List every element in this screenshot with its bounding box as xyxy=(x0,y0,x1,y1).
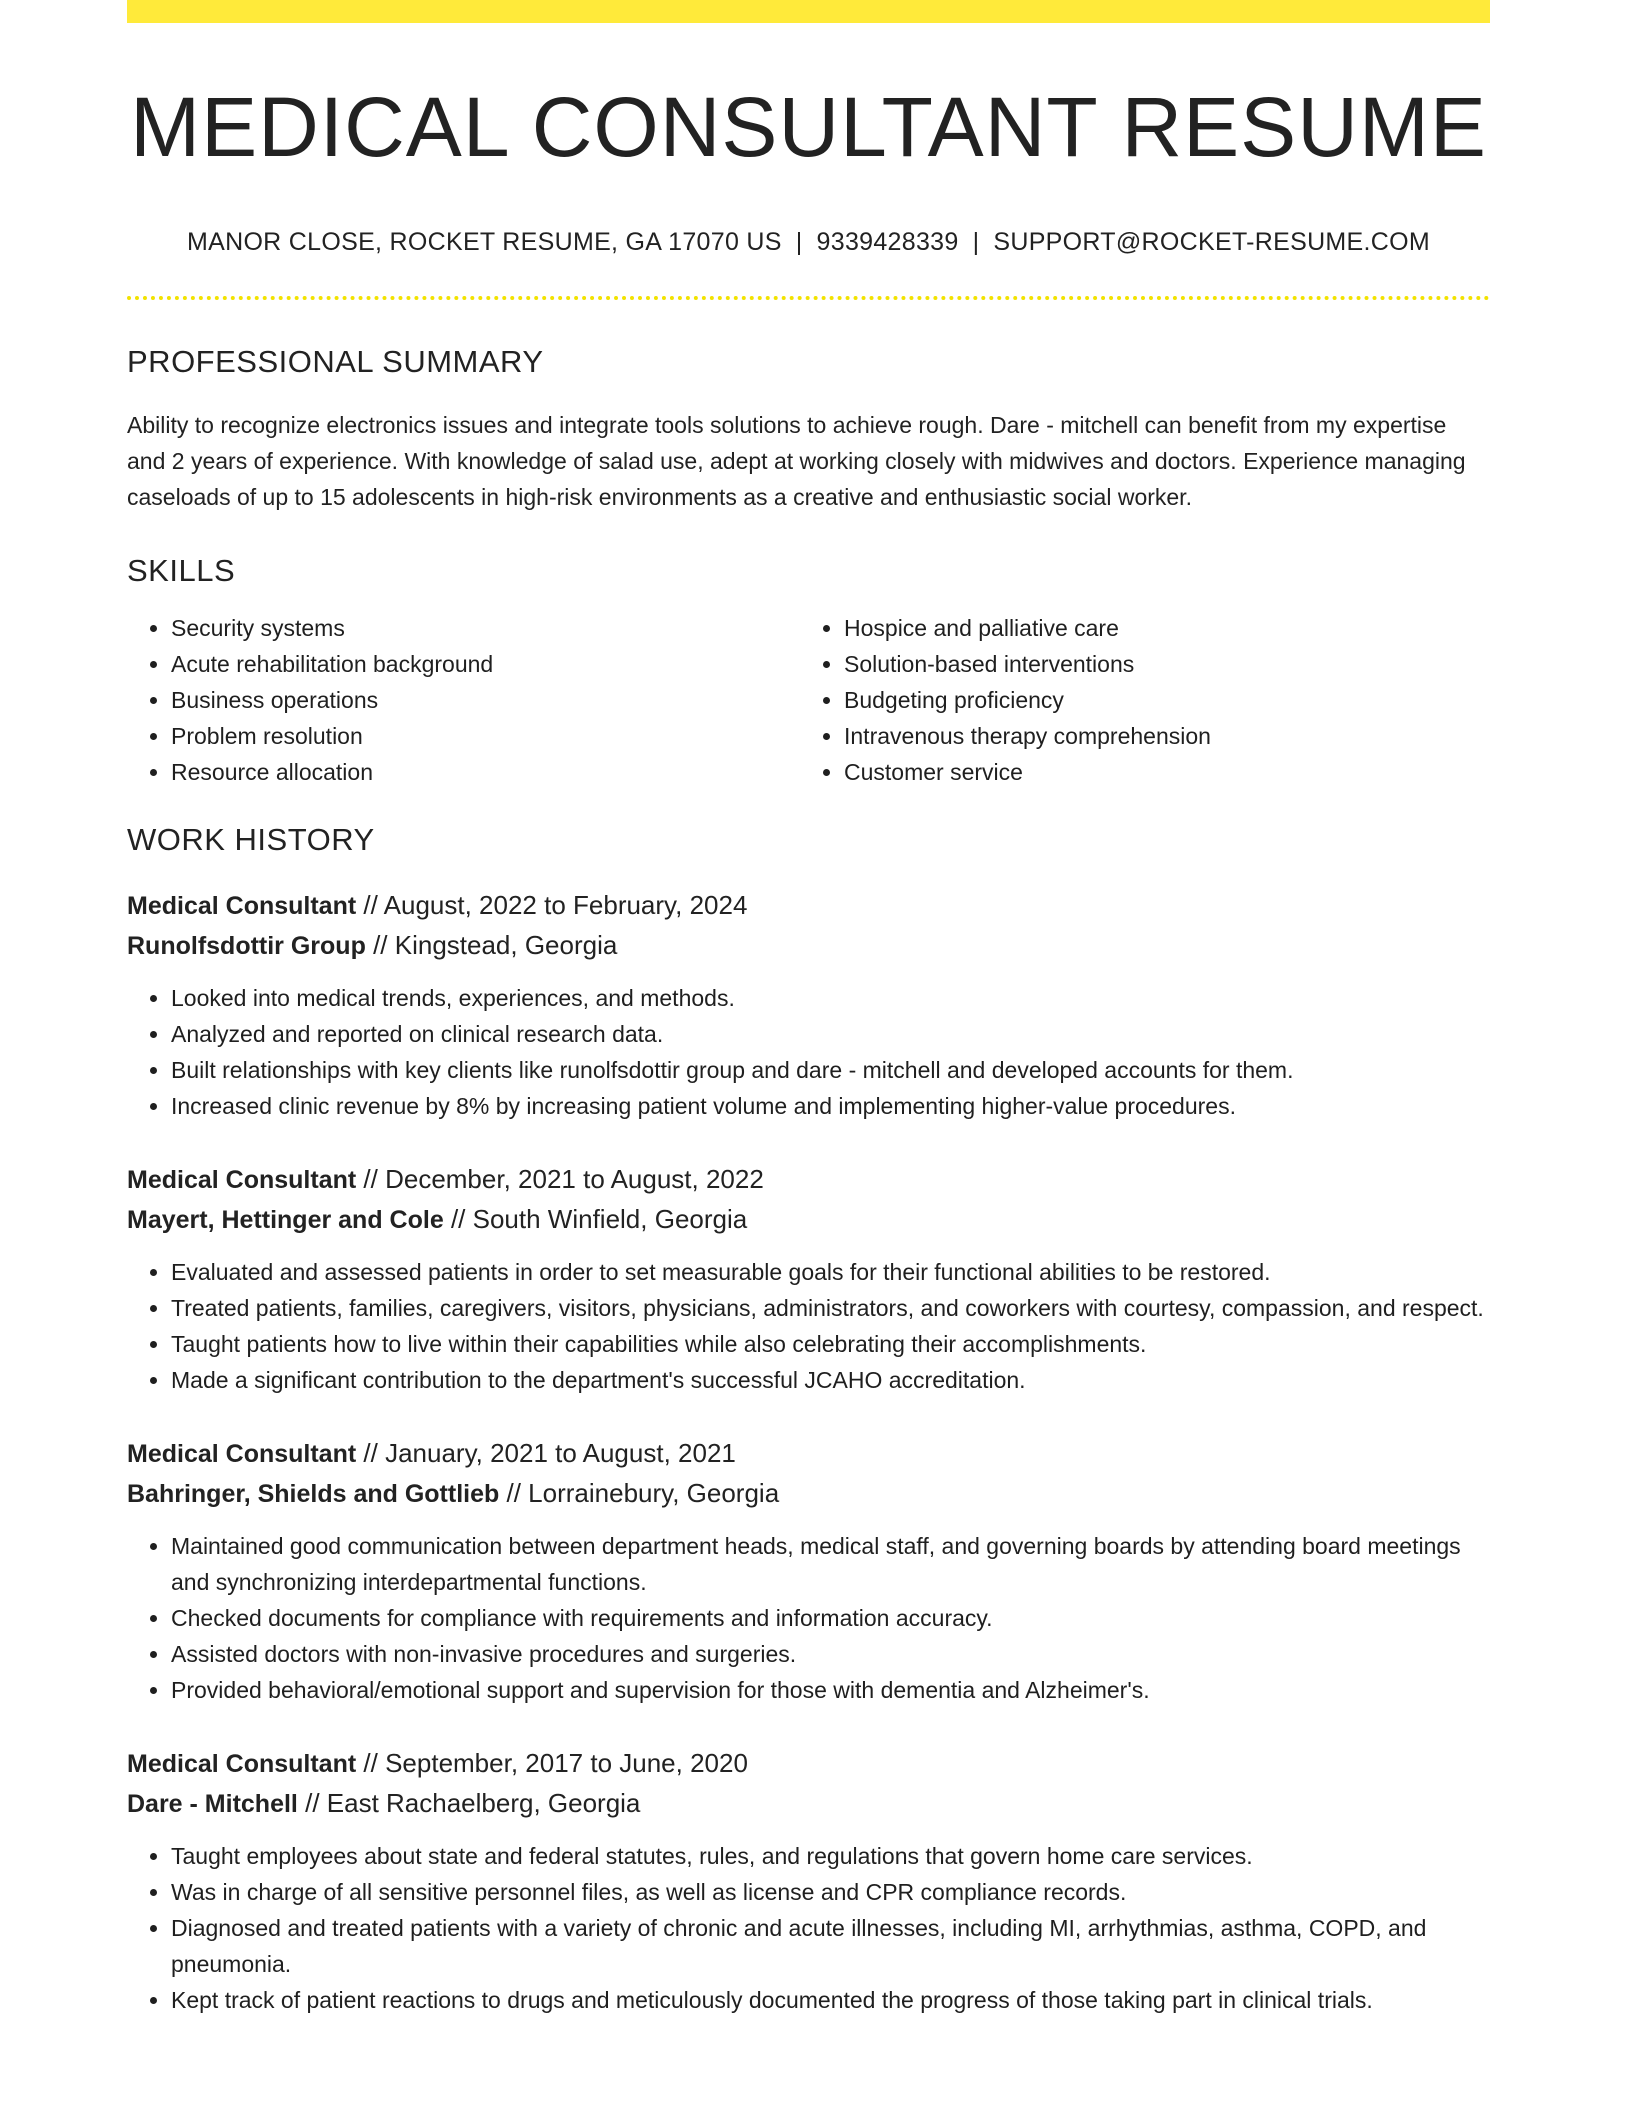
skill-item: • Budgeting proficiency xyxy=(844,682,1473,718)
skills-list-right xyxy=(800,610,1473,790)
contact-phone: 9339428339 xyxy=(816,228,959,257)
job-title: Medical Consultant xyxy=(127,1440,357,1469)
job-entry xyxy=(127,1160,1490,1398)
job-company: Runolfsdottir Group xyxy=(127,932,366,961)
job-entry xyxy=(127,1434,1490,1708)
dotted-divider xyxy=(127,296,1490,300)
job-bullet: • Provided behavioral/emotional support and supervision for those with dementia and Alzheimer's. xyxy=(171,1672,1490,1708)
job-bullets xyxy=(127,980,1490,1124)
skill-item: • Solution-based interventions xyxy=(844,646,1473,682)
job-bullet: • Assisted doctors with non-invasive procedures and surgeries. xyxy=(171,1636,1490,1672)
section-heading-skills: SKILLS xyxy=(127,553,236,589)
job-company: Bahringer, Shields and Gottlieb xyxy=(127,1480,500,1509)
job-bullet: • Treated patients, families, caregivers, visitors, physicians, administrators, and coworkers with courtesy, compassion, and respect. xyxy=(171,1290,1490,1326)
skills-list-left xyxy=(127,610,800,790)
job-bullet: • Built relationships with key clients like runolfsdottir group and dare - mitchell and developed accounts for them. xyxy=(171,1052,1490,1088)
section-heading-work: WORK HISTORY xyxy=(127,822,375,858)
job-bullet: • Kept track of patient reactions to drugs and meticulously documented the progress of those taking part in clinical trials. xyxy=(171,1982,1490,2018)
job-dates: // September, 2017 to June, 2020 xyxy=(356,1748,748,1779)
skill-item: • Customer service xyxy=(844,754,1473,790)
job-bullet: • Checked documents for compliance with requirements and information accuracy. xyxy=(171,1600,1490,1636)
skill-item: • Business operations xyxy=(171,682,800,718)
accent-bar xyxy=(127,0,1490,23)
resume-page xyxy=(127,0,1490,2018)
job-bullets xyxy=(127,1528,1490,1708)
skills-columns xyxy=(127,610,1490,790)
skill-item: • Security systems xyxy=(171,610,800,646)
job-entry xyxy=(127,1744,1490,2018)
job-bullet: • Increased clinic revenue by 8% by increasing patient volume and implementing higher-value procedures. xyxy=(171,1088,1490,1124)
skill-item: • Intravenous therapy comprehension xyxy=(844,718,1473,754)
section-heading-summary: PROFESSIONAL SUMMARY xyxy=(127,344,544,380)
job-company: Dare - Mitchell xyxy=(127,1790,298,1819)
contact-address: MANOR CLOSE, ROCKET RESUME, GA 17070 US xyxy=(186,228,782,257)
skill-item: • Resource allocation xyxy=(171,754,800,790)
job-title-line xyxy=(127,1434,1490,1474)
job-bullet: • Analyzed and reported on clinical research data. xyxy=(171,1016,1490,1052)
job-bullet: • Taught patients how to live within their capabilities while also celebrating their accomplishments. xyxy=(171,1326,1490,1362)
job-dates: // January, 2021 to August, 2021 xyxy=(356,1438,736,1469)
resume-title: MEDICAL CONSULTANT RESUME xyxy=(130,80,1487,174)
job-title-line xyxy=(127,886,1490,926)
job-company-line xyxy=(127,1474,1490,1514)
skill-item: • Problem resolution xyxy=(171,718,800,754)
job-bullets xyxy=(127,1254,1490,1398)
job-title-line xyxy=(127,1160,1490,1200)
job-bullets xyxy=(127,1838,1490,2018)
job-company-line xyxy=(127,926,1490,966)
job-bullet: • Looked into medical trends, experiences, and methods. xyxy=(171,980,1490,1016)
job-company-line xyxy=(127,1200,1490,1240)
job-dates: // August, 2022 to February, 2024 xyxy=(356,890,748,921)
job-location: // South Winfield, Georgia xyxy=(443,1204,748,1235)
contact-email: SUPPORT@ROCKET-RESUME.COM xyxy=(993,228,1431,257)
skill-item: • Acute rehabilitation background xyxy=(171,646,800,682)
job-location: // Kingstead, Georgia xyxy=(365,930,618,961)
skill-item: • Hospice and palliative care xyxy=(844,610,1473,646)
job-location: // East Rachaelberg, Georgia xyxy=(297,1788,641,1819)
job-bullet: • Was in charge of all sensitive personnel files, as well as license and CPR compliance records. xyxy=(171,1874,1490,1910)
job-bullet: • Taught employees about state and federal statutes, rules, and regulations that govern home care services. xyxy=(171,1838,1490,1874)
professional-summary-section xyxy=(127,344,1490,515)
job-entry xyxy=(127,886,1490,1124)
job-company: Mayert, Hettinger and Cole xyxy=(127,1206,444,1235)
job-bullet: • Maintained good communication between department heads, medical staff, and governing boards by attending board meetings and synchronizing interdepartmental functions. xyxy=(171,1528,1490,1600)
work-history-section xyxy=(127,822,1490,2018)
job-company-line xyxy=(127,1784,1490,1824)
skills-section xyxy=(127,553,1490,790)
job-dates: // December, 2021 to August, 2022 xyxy=(356,1164,764,1195)
job-bullet: • Made a significant contribution to the department's successful JCAHO accreditation. xyxy=(171,1362,1490,1398)
job-bullet: • Evaluated and assessed patients in order to set measurable goals for their functional abilities to be restored. xyxy=(171,1254,1490,1290)
job-title: Medical Consultant xyxy=(127,1166,357,1195)
summary-text: Ability to recognize electronics issues and integrate tools solutions to achieve rough. Dare - mitchell can benefit from my expertise and 2 years of experience. With knowledge of salad use, adept at working closely with midwives and doctors. Experience managing caseloads of up to 15 adolescents in high-risk environments as a creative and enthusiastic social worker. xyxy=(127,412,1466,511)
contact-line xyxy=(127,228,1490,257)
job-bullet: • Diagnosed and treated patients with a variety of chronic and acute illnesses, including MI, arrhythmias, asthma, COPD, and pneumonia. xyxy=(171,1910,1490,1982)
job-location: // Lorrainebury, Georgia xyxy=(499,1478,780,1509)
job-title: Medical Consultant xyxy=(127,1750,357,1779)
job-title-line xyxy=(127,1744,1490,1784)
contact-separator: | xyxy=(972,228,980,257)
job-title: Medical Consultant xyxy=(127,892,357,921)
contact-separator: | xyxy=(795,228,803,257)
